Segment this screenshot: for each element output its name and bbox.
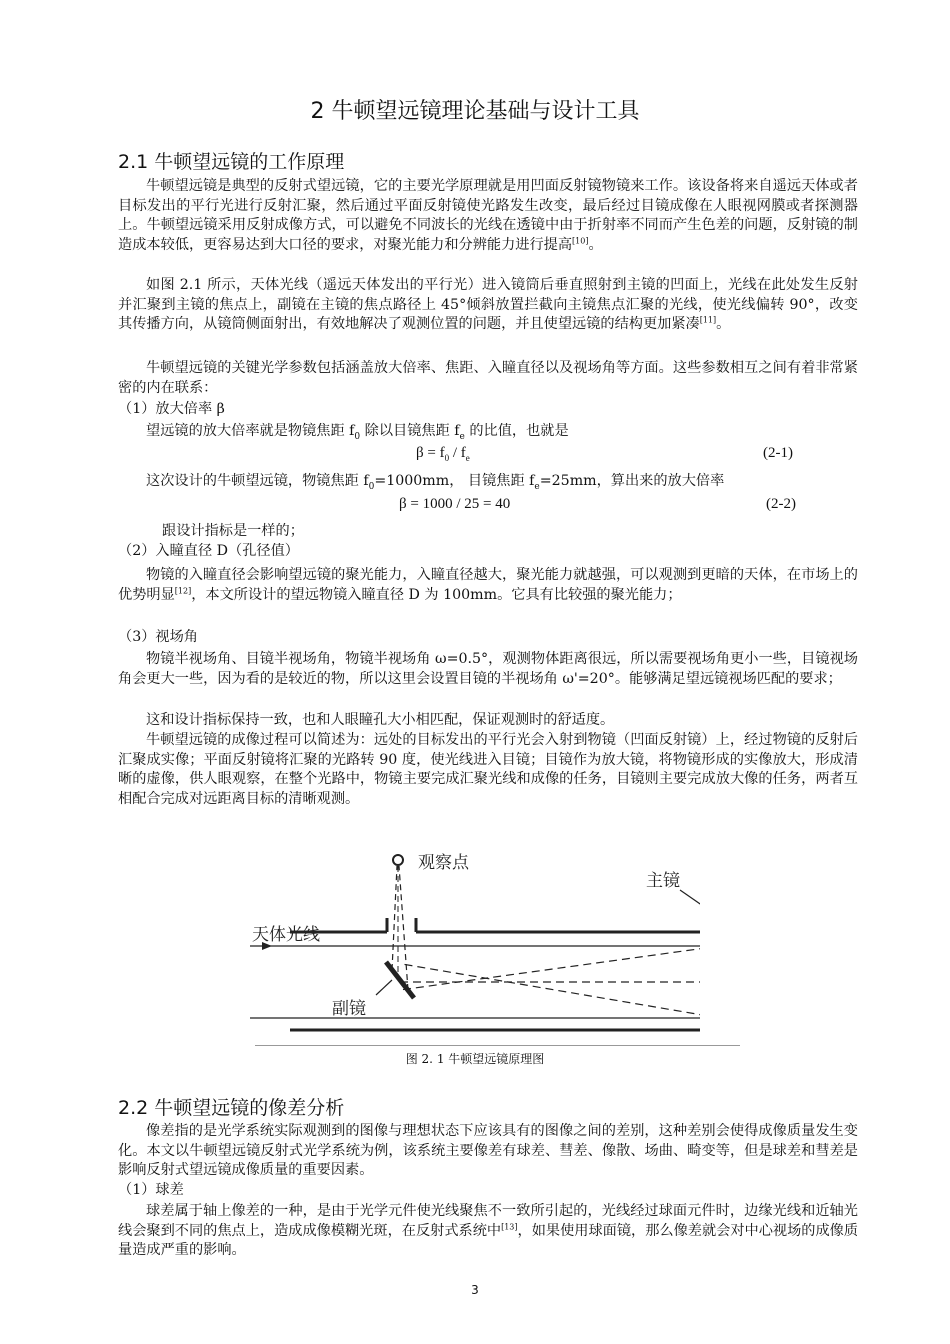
observation-point-icon (393, 855, 403, 865)
label-secondary-mirror: 副镜 (332, 999, 366, 1019)
label-primary-mirror: 主镜 (646, 871, 680, 891)
reflected-ray-bottom (402, 964, 700, 1018)
equation-2-2-number: (2-2) (766, 496, 796, 512)
equation-2-2: β = 1000 / 25 = 40 (399, 496, 511, 512)
section-2-2-title: 2.2 牛顿望远镜的像差分析 (118, 1097, 345, 1119)
paragraph-light-path-end: 。 (716, 316, 731, 332)
paragraph-spherical-text: 球差属于轴上像差的一种，是由于光学元件使光线聚焦不一致所引起的，光线经过球面元件时，边缘光线和近轴光线会聚到不同的焦点上，造成成像模糊光斑，在反射式系统中 (118, 1203, 858, 1239)
paragraph-aberration: 像差指的是光学系统实际观测到的图像与理想状态下应该具有的图像之间的差别，这种差别会使得成像质量发生变化。本文以牛顿望远镜反射式光学系统为例，该系统主要像差有球差、彗差、像散、场曲、畸变等，但是球差和彗差是影响反射式望远镜成像质量的重要因素。 (118, 1123, 858, 1178)
equation-2-1 (416, 445, 470, 462)
paragraph-light-path (118, 276, 858, 335)
paragraph-spherical-aberration (118, 1202, 858, 1261)
paragraph-pupil-text: 物镜的入瞳直径会影响望远镜的聚光能力，入瞳直径越大，聚光能力就越强，可以观测到更暗的天体，在市场上的优势明显 (118, 567, 858, 603)
figure-divider (255, 1045, 740, 1046)
paragraph-spherical-end: ，如果使用球面镜，那么像差就会对中心视场的成像质量造成严重的影响。 (118, 1222, 859, 1258)
secondary-mirror (386, 962, 414, 998)
equation-2-1-b: / f (449, 445, 466, 461)
secondary-mirror-leader (376, 980, 392, 995)
eyepiece-ray-left (392, 866, 397, 970)
paragraph-pupil-end: ，本文所设计的望远物镜入瞳直径 D 为 100mm。它具有比较强的聚光能力； (191, 586, 682, 603)
magnification-definition-b: 除以目镜焦距 f (360, 423, 460, 439)
design-values-a: 这次设计的牛顿望远镜，物镜焦距 f (146, 473, 369, 489)
eyepiece-ray-right (399, 866, 408, 990)
magnification-definition-sub-a: 0 (354, 431, 361, 442)
figure-caption: 图 2. 1 牛顿望远镜原理图 (405, 1052, 545, 1066)
page-number: 3 (471, 1283, 479, 1297)
paragraph-imaging-process: 牛顿望远镜的成像过程可以简述为：远处的目标发出的平行光会入射到物镜（凹面反射镜）上，经过物镜的反射后汇聚成实像；平面反射镜将汇聚的光路转 90 度，使光线进入目镜；目镜作为放大镜，将物镜形成的实像放大，形成清晰的虚像，供人眼观察，在整个光路中，物镜主要完成汇聚光线和成像的任务，目镜则主要完成放大像的任务，两者互相配合完成对远距离目标的清晰观测。 (118, 732, 858, 807)
paragraph-principle-text: 牛顿望远镜是典型的反射式望远镜，它的主要光学原理就是用凹面反射镜物镜来工作。该设备将来自遥远天体或者目标发出的平行光进行反射汇聚，然后通过平面反射镜使光路发生改变，最后经过目镜成像在人眼视网膜或者探测器上。牛顿望远镜采用反射成像方式，可以避免不同波长的光线在透镜中由于折射率不同而产生色差的问题，反射镜的制造成本较低，更容易达到大口径的要求，对聚光能力和分辨能力进行提高 (118, 178, 858, 253)
magnification-definition (146, 422, 569, 442)
paragraph-field-of-view: 物镜半视场角、目镜半视场角，物镜半视场角 ω=0.5°，观测物体距离很远，所以需要视场角更小一些，目镜视场角会更大一些，因为看的是较近的物，所以这里会设置目镜的半视场角 ω'=20°。能够满足望远镜视场匹配的要求； (118, 651, 858, 687)
magnification-definition-a: 望远镜的放大倍率就是物镜焦距 f (146, 423, 355, 439)
citation-13: [13] (501, 1221, 518, 1231)
paragraph-light-path-text: 如图 2.1 所示，天体光线（遥远天体发出的平行光）进入镜筒后垂直照射到主镜的凹面上，光线在此处发生反射并汇聚到主镜的焦点上，副镜在主镜的焦点路径上 45°倾斜放置拦截向主镜焦点汇聚的光线，使光线偏转 90°，改变其传播方向，从镜筒侧面射出，有效地解决了观测位置的问题，并且使望远镜的结构更加紧凑 (118, 277, 858, 332)
equation-2-1-sub-b: e (465, 453, 470, 463)
design-values (146, 472, 724, 492)
paragraph-principle (118, 177, 858, 255)
magnification-definition-sub-b: e (459, 431, 465, 442)
label-celestial-light: 天体光线 (252, 925, 320, 945)
paragraph-pupil (118, 566, 858, 605)
citation-10: [10] (572, 235, 589, 245)
magnification-definition-c: 的比值，也就是 (464, 423, 569, 439)
item-pupil-diameter: （2）入瞳直径 D（孔径值） (118, 543, 299, 559)
equation-2-1-sub-a: 0 (444, 453, 450, 463)
equation-2-1-number: (2-1) (763, 445, 793, 461)
citation-11: [11] (699, 315, 717, 325)
design-values-sub-a: 0 (368, 481, 375, 492)
primary-mirror-leader (680, 890, 700, 922)
paragraph-parameters: 牛顿望远镜的关键光学参数包括涵盖放大倍率、焦距、入瞳直径以及视场角等方面。这些参数相互之间有着非常紧密的内在联系： (118, 360, 858, 396)
paragraph-consistency: 这和设计指标保持一致，也和人眼瞳孔大小相匹配，保证观测时的舒适度。 (146, 712, 615, 728)
design-values-c: =25mm，算出来的放大倍率 (539, 473, 725, 489)
equation-2-1-a: β = f (416, 445, 445, 461)
design-values-sub-b: e (534, 481, 540, 492)
label-observation-point: 观察点 (418, 853, 469, 873)
design-values-b: =1000mm， 目镜焦距 f (374, 473, 535, 489)
item-magnification: （1）放大倍率 β (118, 401, 225, 417)
chapter-title: 2 牛顿望远镜理论基础与设计工具 (310, 99, 640, 124)
newtonian-telescope-diagram (250, 840, 700, 1050)
reflected-ray-top (400, 946, 700, 990)
section-2-1-title: 2.1 牛顿望远镜的工作原理 (118, 151, 345, 173)
design-match: 跟设计指标是一样的； (162, 523, 304, 539)
paragraph-principle-end: 。 (588, 236, 603, 253)
item-spherical-aberration: （1）球差 (118, 1182, 184, 1198)
citation-12: [12] (174, 585, 192, 595)
item-field-of-view: （3）视场角 (118, 629, 198, 645)
